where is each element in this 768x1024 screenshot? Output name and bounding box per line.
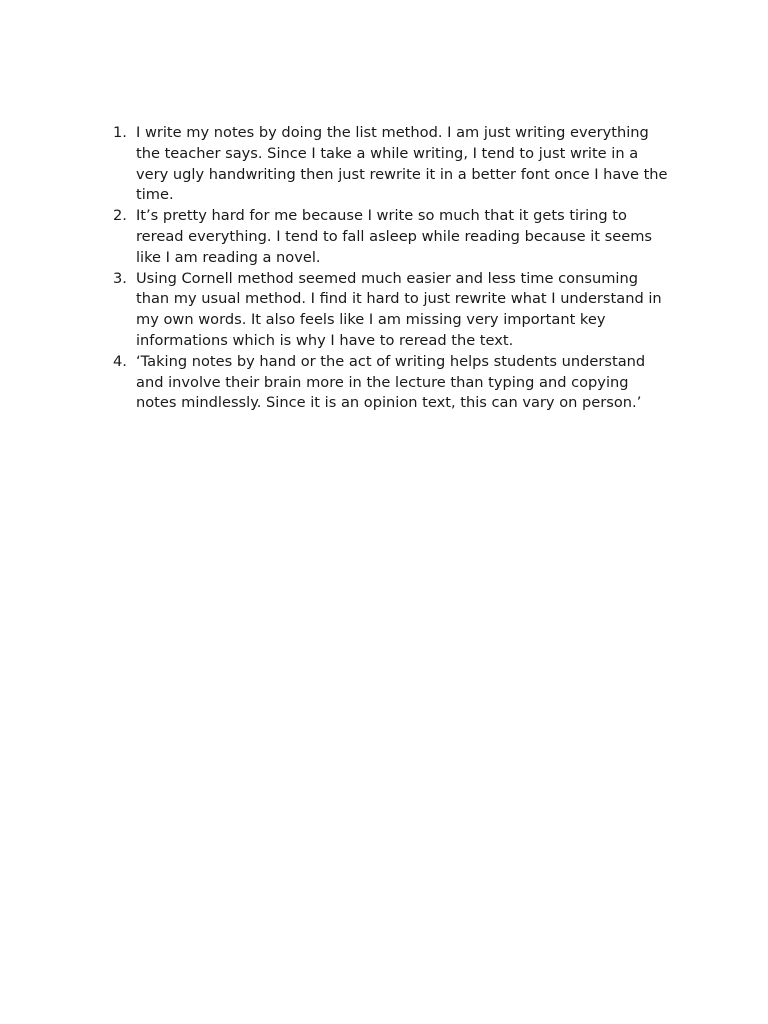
list-item xyxy=(113,269,673,352)
numbered-answer-list xyxy=(113,123,673,414)
list-item-number: 4. xyxy=(113,352,127,370)
list-item xyxy=(113,206,673,268)
list-item-text: I write my notes by doing the list method. I am just writing everything the teacher says. Since I take a while writing, I tend to just write in a very ugly handwriting then just rewrite it in a better font once I have the time. xyxy=(136,124,668,204)
list-item-number: 3. xyxy=(113,269,127,287)
list-item-text: It’s pretty hard for me because I write so much that it gets tiring to reread everything. I tend to fall asleep while reading because it seems like I am reading a novel. xyxy=(136,207,653,266)
list-item xyxy=(113,123,673,206)
list-item-number: 2. xyxy=(113,207,127,225)
list-item xyxy=(113,352,673,414)
list-item-text: ‘Taking notes by hand or the act of writing helps students understand and involve their brain more in the lecture than typing and copying notes mindlessly. Since it is an opinion text, this can vary on person.’ xyxy=(136,352,646,412)
list-item-text: Using Cornell method seemed much easier and less time consuming than my usual method. I find it hard to just rewrite what I understand in my own words. It also feels like I am missing very important key informations which is why I have to reread the text. xyxy=(136,269,662,349)
list-item-number: 1. xyxy=(113,124,127,141)
